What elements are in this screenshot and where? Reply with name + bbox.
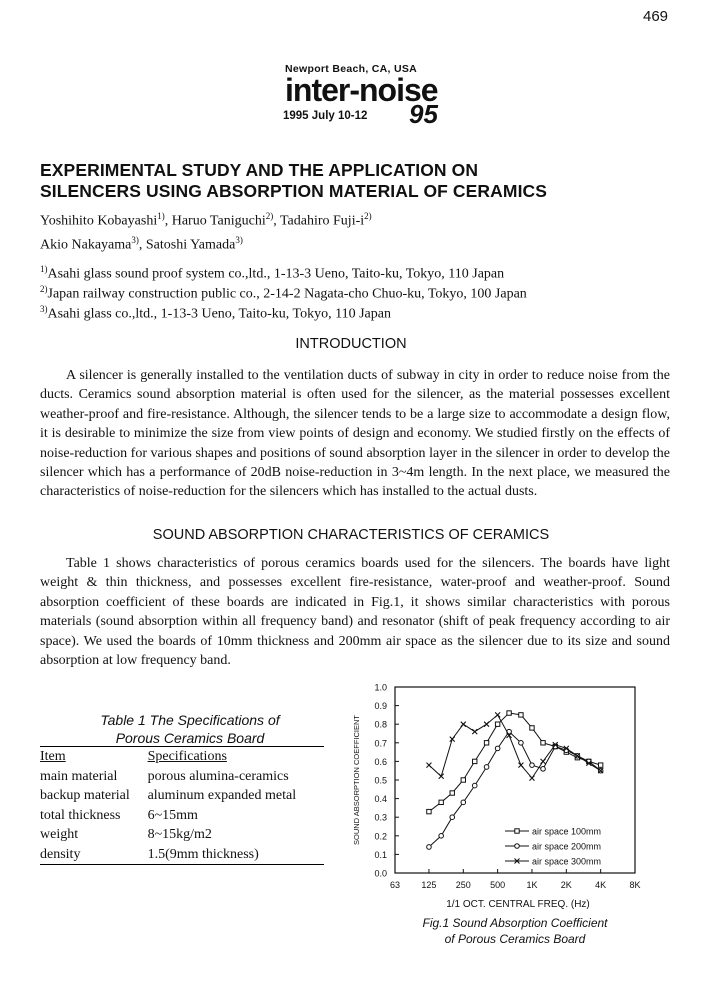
table-cell: backup material <box>40 788 130 803</box>
y-tick-label: 0.6 <box>374 756 387 767</box>
x-tick-label: 1K <box>526 880 538 890</box>
legend-label: air space 200mm <box>532 841 602 852</box>
x-tick-label: 500 <box>490 880 506 890</box>
x-tick-label: 4K <box>595 880 607 890</box>
data-point-x <box>518 763 523 768</box>
legend-marker-square <box>515 829 519 833</box>
data-point-x <box>472 729 477 734</box>
table-cell: total thickness <box>40 807 121 823</box>
data-point-square <box>427 809 431 813</box>
y-tick-label: 0.7 <box>374 738 387 749</box>
figure-caption <box>380 915 650 947</box>
absorption-paragraph: Table 1 shows characteristics of porous ceramics boards used for the silencers. The boards have light weight & thin thickness, and possesses excellent fire-resistance, water-proof and weather-proof. Sound absorption coefficient of these boards are indicated in Fig.1, it shows similar characteristics with porous materials (sound absorption within all frequency band) and resonator (shift of peak frequency according to air space). We used the boards of 10mm thickness and 200mm air space as the silencer due to its size and sound absorption at low frequency band. <box>40 556 670 669</box>
data-point-x <box>529 776 534 781</box>
data-point-circle <box>484 765 489 770</box>
x-tick-label: 2K <box>560 880 572 890</box>
table-row <box>40 825 324 845</box>
series-line <box>429 713 601 812</box>
table-caption-line-1: Table 1 The Specifications of <box>100 712 280 728</box>
affiliation-text: Asahi glass co.,ltd., 1-13-3 Ueno, Taito-ku, Tokyo, 110 Japan <box>47 306 391 322</box>
conference-dates: 1995 July 10-12 <box>283 110 368 122</box>
table-cell: main material <box>40 768 118 784</box>
data-point-circle <box>461 800 466 805</box>
data-point-square <box>530 726 534 730</box>
data-point-square <box>461 778 465 782</box>
affiliation-1 <box>40 264 504 283</box>
table-header-row <box>40 747 324 767</box>
author-name: Haruo Taniguchi <box>171 213 266 229</box>
data-point-square <box>473 759 477 763</box>
table-cell: 6~15mm <box>147 807 198 823</box>
chart-x-axis-label: 1/1 OCT. CENTRAL FREQ. (Hz) <box>446 899 590 910</box>
author-name: Yoshihito Kobayashi <box>40 213 158 229</box>
affiliation-sup: 3) <box>40 304 48 314</box>
y-tick-label: 0.1 <box>374 849 387 860</box>
author-sup: 3) <box>235 235 243 245</box>
author-line-1: Yoshihito Kobayashi$^{1)}$, Haruo Taniguchi$^{2)}$, Tadahiro Fuji-$i^{2)}$ <box>40 211 372 229</box>
table-row <box>40 786 324 806</box>
table-caption <box>50 711 330 747</box>
y-tick-label: 0.4 <box>374 794 387 805</box>
data-point-circle <box>450 815 455 820</box>
data-point-x <box>541 759 546 764</box>
data-point-circle <box>427 845 432 850</box>
section-heading-introduction: INTRODUCTION <box>295 336 407 352</box>
data-point-square <box>541 741 545 745</box>
figure-caption-line-2: of Porous Ceramics Board <box>444 932 586 946</box>
data-point-circle <box>541 767 546 772</box>
author-name: Akio Nakayama <box>40 237 132 253</box>
data-point-x <box>426 763 431 768</box>
data-point-x <box>484 722 489 727</box>
y-tick-label: 0.0 <box>374 868 387 879</box>
author-sup: 1) <box>157 211 165 221</box>
paper-title <box>40 160 680 202</box>
specifications-table <box>40 746 324 865</box>
section-heading-absorption: SOUND ABSORPTION CHARACTERISTICS OF CERAMICS <box>152 527 550 543</box>
table-cell: weight <box>40 827 79 842</box>
introduction-paragraph: A silencer is generally installed to the ventilation ducts of subway in city in order to reduce noise from the ducts. Ceramics sound absorption material is often used for the silencer, as the material possesses excellent weather-proof and fire-resistance. Although, the silencer tends to be a large size to accommodate a design flow, it is desirable to minimize the size from view points of design and economy. We studied firstly on the effects of noise-reduction for various shapes and positions of sound absorption layer in the silencer in order to develop the silencer which has a performance of 20dB noise-reduction in 3~4m length. In the next place, we measured the characteristics of noise-reduction for the silencers which has installed to the actual dusts. <box>40 368 670 500</box>
table-cell: porous alumina-ceramics <box>147 768 289 784</box>
affiliation-text: Japan railway construction public co., 2-14-2 Nagata-cho Chuo-ku, Tokyo, 100 Japan <box>47 286 527 302</box>
x-tick-label: 125 <box>421 880 437 890</box>
legend-marker-circle <box>515 844 520 849</box>
table-cell: 8~15kg/m2 <box>147 827 212 842</box>
page-number: 469 <box>643 8 669 25</box>
table-row <box>40 845 324 865</box>
data-point-square <box>507 711 511 715</box>
data-point-square <box>495 722 499 726</box>
data-point-square <box>484 741 488 745</box>
conference-location: Newport Beach, CA, USA <box>285 63 418 75</box>
author-sup: 2) <box>364 211 372 221</box>
table-cell: 1.5(9mm thickness) <box>147 846 259 862</box>
legend-label: air space 100mm <box>532 826 602 837</box>
data-point-circle <box>439 834 444 839</box>
affiliation-text: Asahi glass sound proof system co.,ltd., 1-13-3 Ueno, Taito-ku, Tokyo, 110 Japan <box>47 266 505 282</box>
conference-year: 95 <box>409 99 438 129</box>
data-point-square <box>439 800 443 804</box>
data-point-x <box>495 712 500 717</box>
y-tick-label: 1.0 <box>374 682 387 693</box>
author-sup: 2) <box>265 211 274 221</box>
data-point-circle <box>519 741 524 746</box>
data-point-x <box>439 774 444 779</box>
data-point-circle <box>530 763 535 768</box>
data-point-circle <box>472 783 477 788</box>
data-point-x <box>450 737 455 742</box>
data-point-circle <box>495 746 500 751</box>
absorption-chart <box>345 680 660 898</box>
table-cell: density <box>40 846 81 862</box>
table-header-item: Item <box>40 749 66 764</box>
table-header-specifications: Specifications <box>147 749 227 764</box>
y-tick-label: 0.2 <box>374 831 387 842</box>
y-tick-label: 0.3 <box>374 812 387 823</box>
affiliation-2 <box>40 284 527 303</box>
table-row <box>40 767 324 787</box>
data-point-square <box>519 713 523 717</box>
affiliation-3 <box>40 304 391 323</box>
author-name: Tadahiro Fuji-i <box>279 213 365 229</box>
data-point-square <box>450 791 454 795</box>
table-row <box>40 806 324 826</box>
x-tick-label: 63 <box>389 880 401 890</box>
x-tick-label: 250 <box>455 880 471 890</box>
y-tick-label: 0.5 <box>374 775 387 786</box>
paper-title-line-2: SILENCERS USING ABSORPTION MATERIAL OF CERAMICS <box>40 181 548 201</box>
x-tick-label: 8K <box>629 880 641 890</box>
figure-caption-line-1: Fig.1 Sound Absorption Coefficient <box>422 916 608 930</box>
legend-label: air space 300mm <box>532 856 602 867</box>
table-cell: aluminum expanded metal <box>147 788 297 803</box>
y-axis-label: SOUND ABSORPTION COEFFICIENT <box>352 714 361 846</box>
conference-logo: inter-noise <box>285 72 438 108</box>
paper-title-line-1: EXPERIMENTAL STUDY AND THE APPLICATION ON <box>40 160 479 180</box>
data-point-square <box>598 763 602 767</box>
affiliation-sup: 2) <box>40 284 48 294</box>
author-sup: 3) <box>131 235 139 245</box>
data-point-x <box>461 722 466 727</box>
y-tick-label: 0.8 <box>374 719 387 730</box>
y-tick-label: 0.9 <box>374 701 387 712</box>
author-line-2: Akio Nakayama$^{3)}$, Satoshi Yamada$^{3)}$ <box>40 235 243 253</box>
affiliation-sup: 1) <box>40 264 48 274</box>
table-caption-line-2: Porous Ceramics Board <box>115 730 265 746</box>
series-line <box>429 715 601 778</box>
author-name: Satoshi Yamada <box>145 237 236 253</box>
